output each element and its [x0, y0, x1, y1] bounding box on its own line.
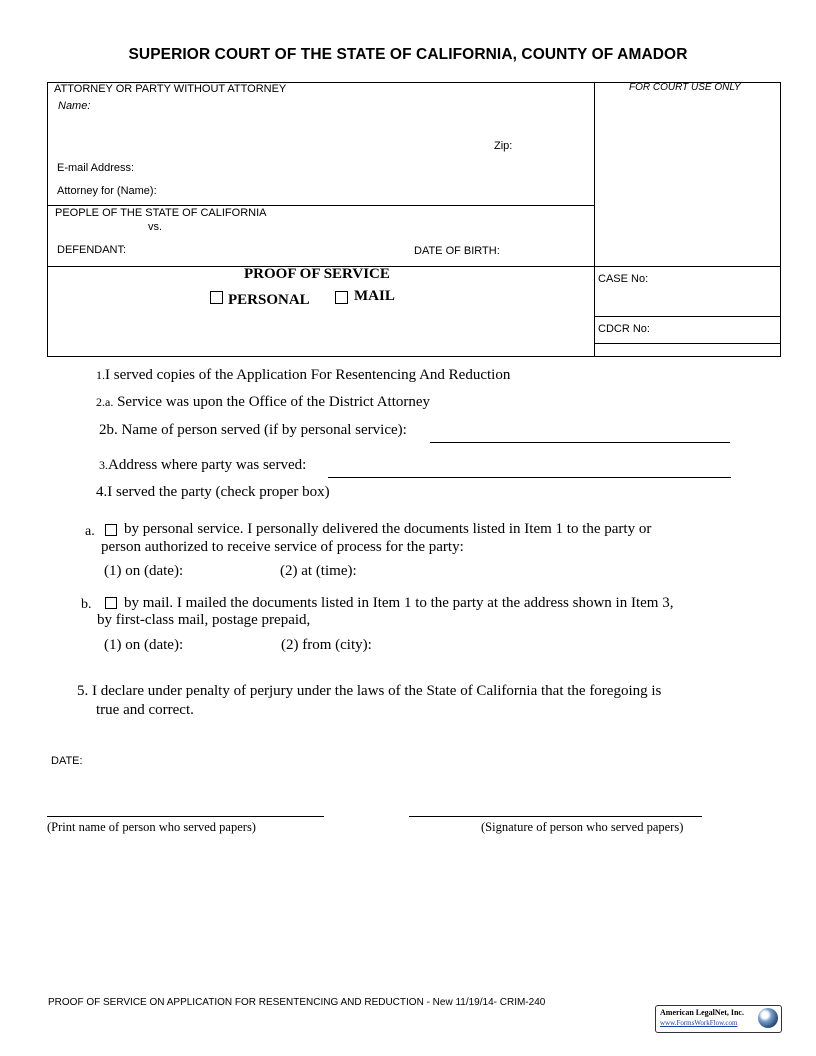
case-no-bottom — [594, 316, 781, 317]
email-label: E-mail Address: — [57, 162, 135, 174]
option-b-from-city: (2) from (city): — [281, 637, 372, 653]
option-a-line1: by personal service. I personally delivered the documents listed in Item 1 to the party or — [124, 521, 652, 537]
logo-company-name: American LegalNet, Inc. — [660, 1008, 744, 1017]
item-5-line2: true and correct. — [96, 702, 194, 718]
dob-label: DATE OF BIRTH: — [414, 245, 500, 257]
print-name-label: (Print name of person who served papers) — [47, 820, 256, 834]
option-b-line2: by first-class mail, postage prepaid, — [97, 612, 311, 628]
item-3-number: 3. — [99, 458, 108, 472]
name-label: Name: — [58, 100, 91, 112]
item-2a — [96, 394, 430, 411]
defendant-label: DEFENDANT: — [57, 244, 127, 256]
signature-field[interactable] — [409, 816, 702, 817]
vs-label: vs. — [148, 221, 163, 233]
item-1 — [96, 367, 510, 384]
item-2b: 2b. Name of person served (if by personal service): — [99, 422, 407, 438]
zip-label: Zip: — [494, 140, 513, 152]
parties-box-bottom — [47, 266, 781, 267]
cdcr-no-bottom — [594, 343, 781, 344]
option-b-on-date: (1) on (date): — [104, 637, 184, 653]
court-use-label: FOR COURT USE ONLY — [629, 82, 741, 93]
option-a-letter: a. — [85, 524, 95, 539]
mail-checkbox[interactable] — [335, 291, 348, 304]
case-no-label: CASE No: — [598, 273, 649, 285]
globe-icon — [758, 1008, 778, 1028]
option-b-line1: by mail. I mailed the documents listed in Item 1 to the party at the address shown in Item 3, — [124, 595, 674, 611]
item-3-text: Address where party was served: — [108, 457, 307, 473]
page-title: SUPERIOR COURT OF THE STATE OF CALIFORNIA, COUNTY OF AMADOR — [128, 46, 688, 63]
mail-label: MAIL — [354, 288, 395, 304]
cdcr-no-label: CDCR No: — [598, 323, 650, 335]
attorney-box-bottom — [47, 205, 595, 206]
footer-form-id: PROOF OF SERVICE ON APPLICATION FOR RESENTENCING AND REDUCTION - New 11/19/14- CRIM-240 — [48, 997, 546, 1008]
personal-checkbox[interactable] — [210, 291, 223, 304]
logo-url-link[interactable]: www.FormsWorkFlow.com — [660, 1019, 738, 1027]
item-1-text: I served copies of the Application For Resentencing And Reduction — [105, 367, 511, 383]
mail-service-checkbox[interactable] — [105, 597, 117, 609]
person-served-field[interactable] — [430, 442, 730, 443]
table-left-border — [47, 82, 48, 357]
option-a-at-time: (2) at (time): — [280, 563, 357, 579]
service-address-field[interactable] — [328, 477, 731, 478]
date-label: DATE: — [51, 755, 83, 767]
item-2a-number: 2.a. — [96, 395, 114, 409]
item-4: 4.I served the party (check proper box) — [96, 484, 330, 500]
personal-service-checkbox[interactable] — [105, 524, 117, 536]
option-a-on-date: (1) on (date): — [104, 563, 184, 579]
item-5-line1: 5. I declare under penalty of perjury under the laws of the State of California that the foregoing is — [77, 683, 662, 699]
americanlegalnet-logo[interactable] — [655, 1005, 782, 1033]
people-label: PEOPLE OF THE STATE OF CALIFORNIA — [55, 207, 267, 219]
item-2a-text: Service was upon the Office of the District Attorney — [113, 394, 431, 410]
signature-label: (Signature of person who served papers) — [481, 820, 684, 834]
personal-label: PERSONAL — [228, 292, 310, 308]
item-3 — [99, 457, 306, 474]
print-name-field[interactable] — [47, 816, 324, 817]
option-a-line2: person authorized to receive service of process for the party: — [101, 539, 464, 555]
proof-title: PROOF OF SERVICE — [244, 266, 390, 282]
table-bottom-border — [47, 356, 781, 357]
item-1-number: 1. — [96, 368, 105, 382]
attorney-heading: ATTORNEY OR PARTY WITHOUT ATTORNEY — [54, 83, 287, 95]
option-b-letter: b. — [81, 597, 92, 612]
attorney-for-label: Attorney for (Name): — [57, 185, 157, 197]
